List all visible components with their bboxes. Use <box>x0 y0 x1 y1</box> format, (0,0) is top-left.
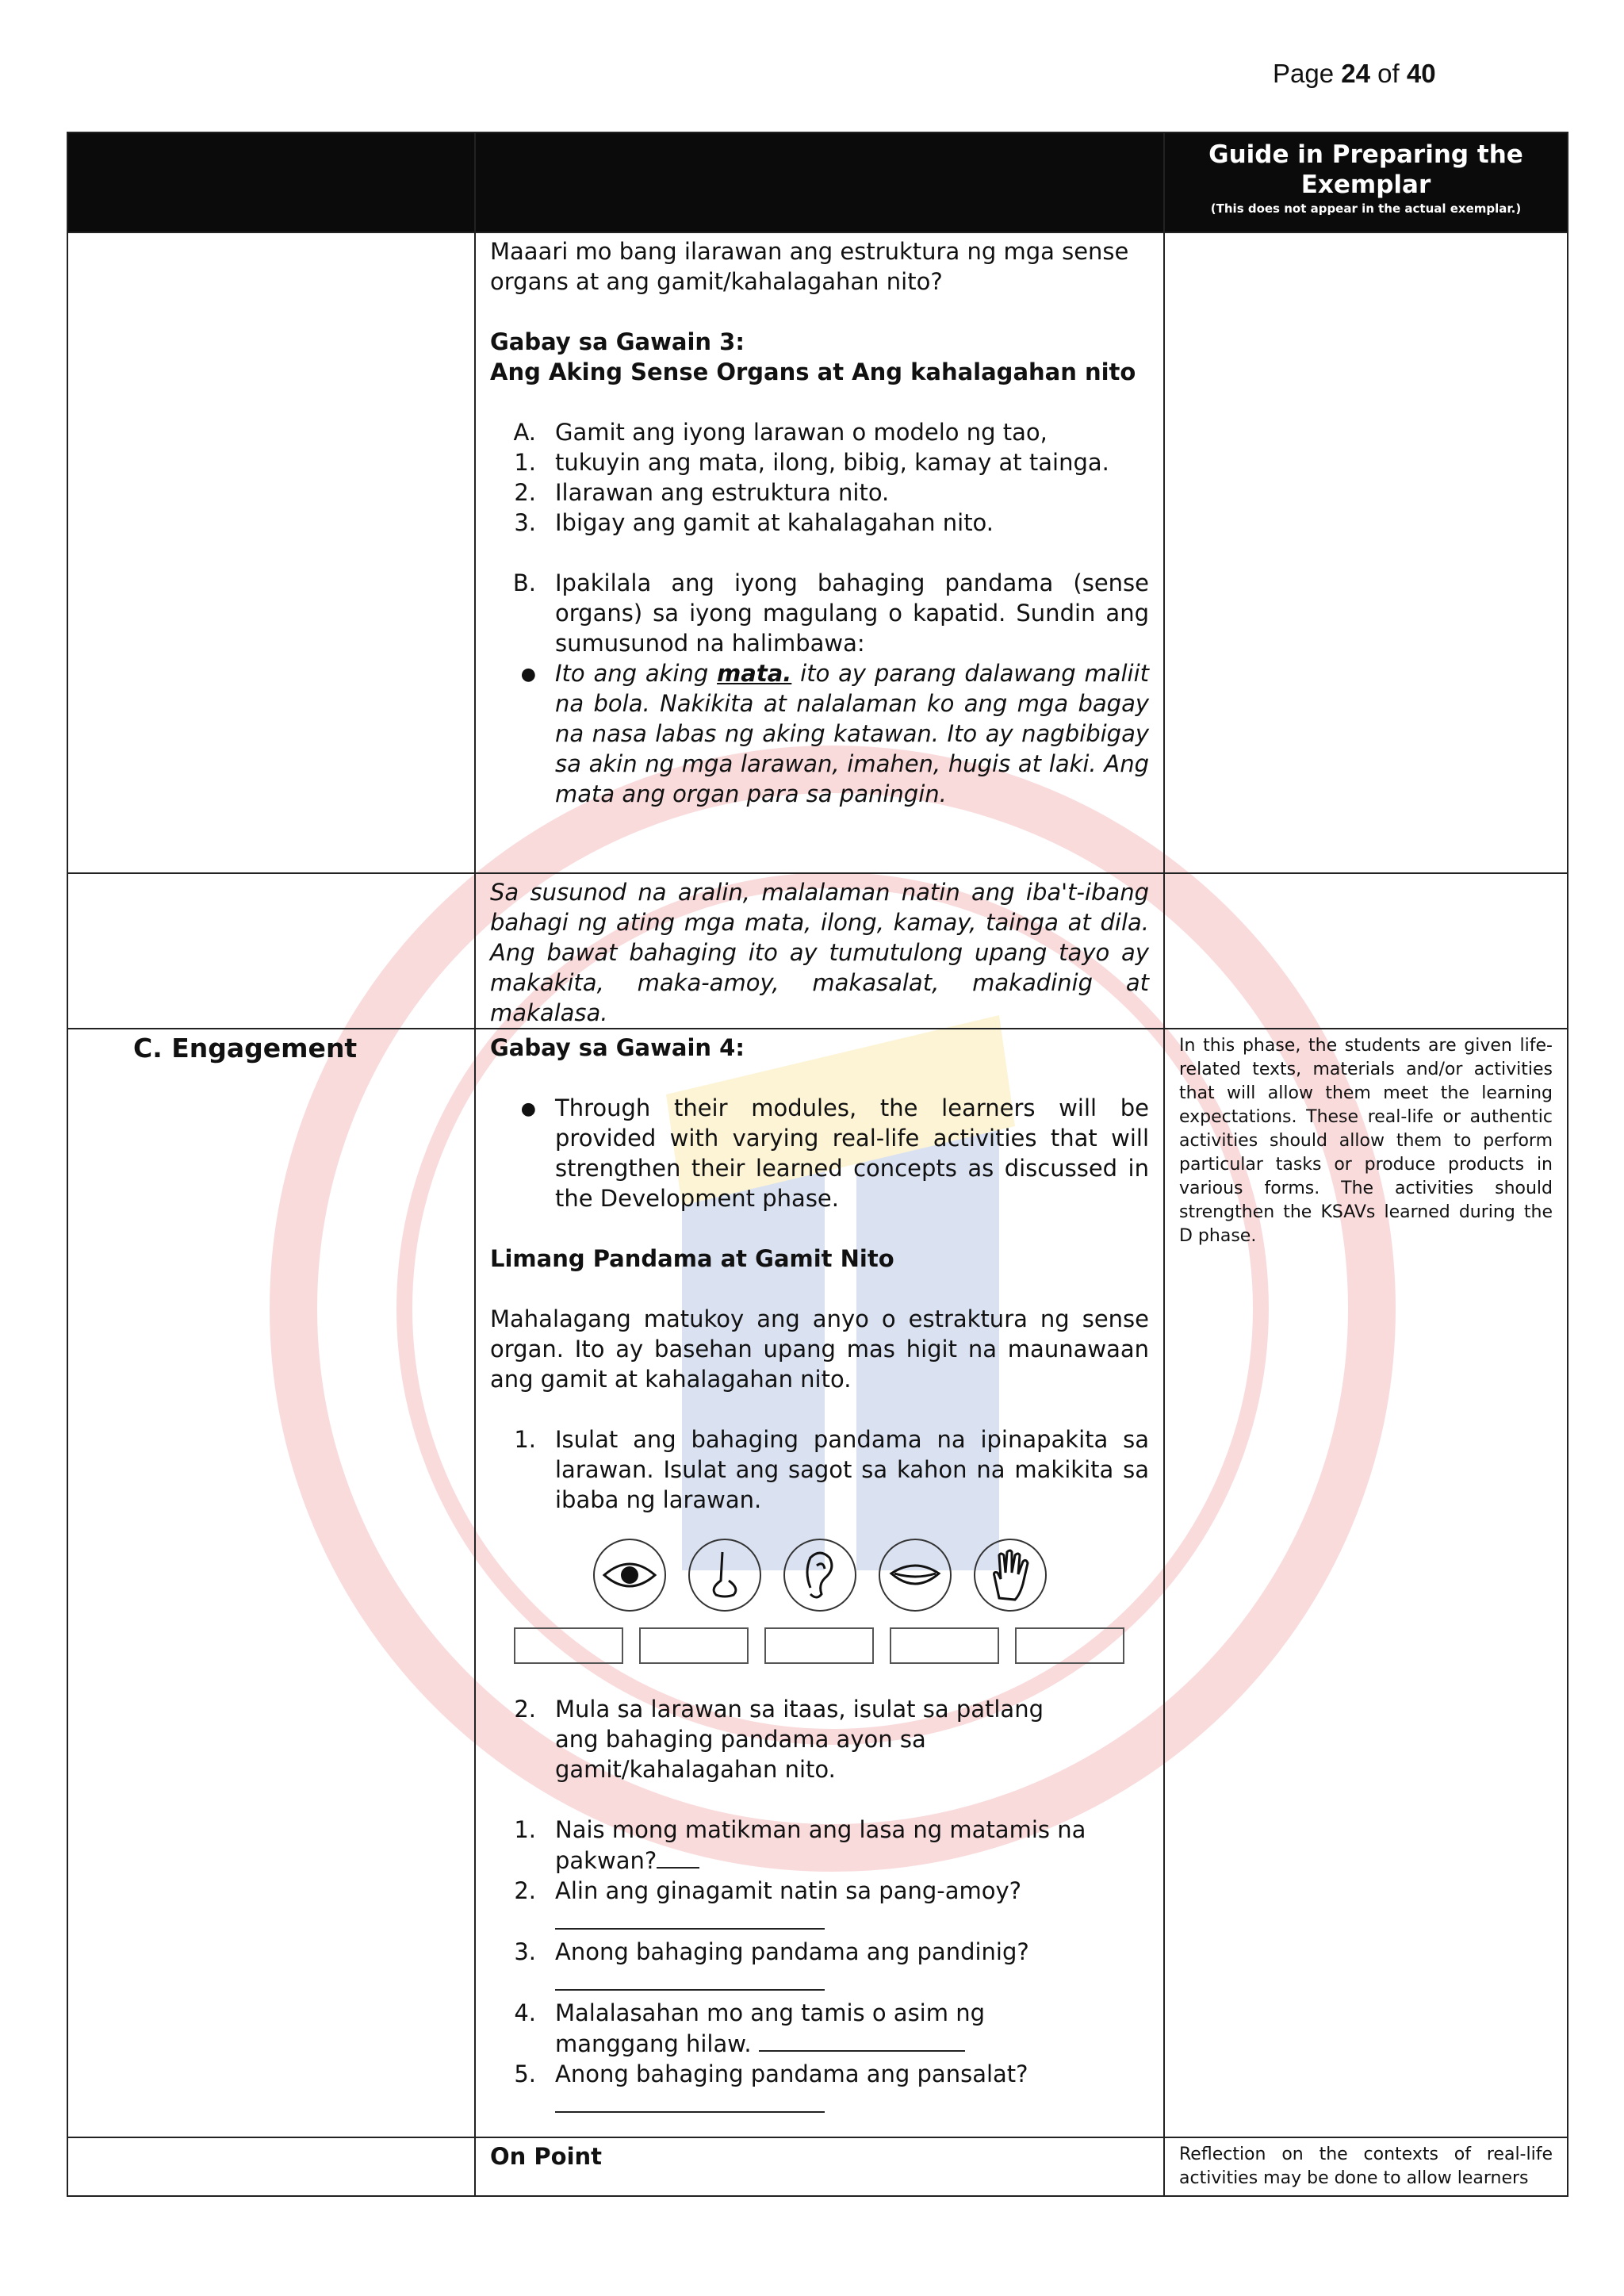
answer-box[interactable] <box>639 1627 749 1664</box>
list-item <box>490 658 1149 809</box>
guide-title: Guide in Preparing the Exemplar <box>1208 140 1523 199</box>
question-item: 2. Alin ang ginagamit natin sa pang-amoy? <box>490 1876 1149 1937</box>
content-cell <box>475 232 1164 873</box>
guide-cell <box>1164 1029 1568 2137</box>
on-point-title: On Point <box>490 2143 603 2170</box>
list-item: 2. Mula sa larawan sa itaas, isulat sa patlang ang bahaging pandama ayon sa gamit/kahalagahan nito. <box>514 1696 1044 1783</box>
list-item: 1. tukuyin ang mata, ilong, bibig, kamay at tainga. <box>514 449 1109 476</box>
intro-question: Maaari mo bang ilarawan ang estruktura ng mga sense organs at ang gamit/kahalagahan nito? <box>490 238 1129 295</box>
guide-cell-empty <box>1164 232 1568 873</box>
answer-blank[interactable] <box>657 1845 699 1869</box>
answer-box[interactable] <box>514 1627 623 1664</box>
activity-subtitle: Limang Pandama at Gamit Nito <box>490 1245 894 1272</box>
list-item: 2. Ilarawan ang estruktura nito. <box>514 479 890 506</box>
list-item: 3. Ibigay ang gamit at kahalagahan nito. <box>514 509 994 536</box>
example-text: Ito ang aking mata. ito ay parang dalawang maliit na bola. Nakikita at nalalaman ko ang mga bagay na nasa labas ng aking katawan. Ito ay nagbibigay sa akin ng mga larawan, imahen, hugis at laki. Ang mata ang organ para sa paningin. <box>555 660 1149 807</box>
content-cell <box>475 2137 1164 2196</box>
nose-icon <box>688 1539 761 1612</box>
question-item: 3. Anong bahaging pandama ang pandinig? <box>490 1937 1149 1998</box>
list-item: A. Gamit ang iyong larawan o modelo ng tao, <box>513 419 1048 446</box>
list-item: B. Ipakilala ang iyong bahaging pandama (sense organs) sa iyong magulang o kapatid. Sundin ang sumusunod na halimbawa: <box>512 569 1149 657</box>
sense-organ-pictures <box>593 1539 1149 1612</box>
next-lesson-text: Sa susunod na aralin, malalaman natin ang iba't-ibang bahagi ng ating mga mata, ilong, kamay, tainga at dila. Ang bawat bahaging ito ay tumutulong upang tayo ay makakita, maka-amoy, makasalat, makadinig at makalasa. <box>490 879 1149 1026</box>
content-cell <box>475 873 1164 1029</box>
answer-blank[interactable] <box>555 1967 825 1991</box>
table-row <box>67 873 1568 1029</box>
header-guide-cell <box>1164 132 1568 232</box>
gabay-3-title: Gabay sa Gawain 3: <box>490 328 745 355</box>
table-row <box>67 2137 1568 2196</box>
phase-cell-empty <box>67 232 475 873</box>
table-row <box>67 1029 1568 2137</box>
answer-box[interactable] <box>890 1627 999 1664</box>
list-item: ● Through their modules, the learners will be provided with varying real-life activities that will strengthen their learned concepts as discussed in the Development phase. <box>490 1093 1149 1213</box>
bullet-icon: ● <box>520 665 536 684</box>
gabay-3-subtitle: Ang Aking Sense Organs at Ang kahalagahan nito <box>490 358 1136 385</box>
page-number: Page 24 of 40 <box>1273 59 1436 88</box>
header-empty-cell-1 <box>67 132 475 232</box>
answer-blank[interactable] <box>555 2089 825 2113</box>
question-item: 1. Nais mong matikman ang lasa ng matamis na pakwan? <box>514 1816 1086 1874</box>
phase-label: C. Engagement <box>133 1033 358 1064</box>
phase-cell-empty <box>67 2137 475 2196</box>
header-empty-cell-2 <box>475 132 1164 232</box>
activity-paragraph: Mahalagang matukoy ang anyo o estraktura ng sense organ. Ito ay basehan upang mas higit na maunawaan ang gamit at kahalagahan nito. <box>490 1305 1149 1393</box>
ear-icon <box>783 1539 856 1612</box>
question-item: 4. Malalasahan mo ang tamis o asim ng manggang hilaw. <box>514 1999 985 2057</box>
eye-icon <box>593 1539 666 1612</box>
guide-cell-empty <box>1164 873 1568 1029</box>
answer-box[interactable] <box>764 1627 874 1664</box>
table-header-row <box>67 132 1568 232</box>
hand-icon <box>974 1539 1047 1612</box>
question-item: 5. Anong bahaging pandama ang pansalat? <box>490 2059 1149 2120</box>
on-point-guide-text: Reflection on the contexts of real-life activities may be done to allow learners <box>1179 2145 1553 2188</box>
answer-box[interactable] <box>1015 1627 1124 1664</box>
content-cell <box>475 1029 1164 2137</box>
mouth-icon <box>879 1539 952 1612</box>
gabay-4-title: Gabay sa Gawain 4: <box>490 1034 745 1061</box>
engagement-guide-text: In this phase, the students are given life-related texts, materials and/or activities that will allow them meet the learning expectations. These real-life or authentic activities should allow them to perform particular tasks or produce products in various forms. The activities should strengthen the KSAVs learned during the D phase. <box>1179 1036 1553 1246</box>
answer-boxes <box>514 1627 1149 1664</box>
phase-cell <box>67 1029 475 2137</box>
phase-cell-empty <box>67 873 475 1029</box>
table-row <box>67 232 1568 873</box>
list-item: 1. Isulat ang bahaging pandama na ipinapakita sa larawan. Isulat ang sagot sa kahon na makikita sa ibaba ng larawan. <box>514 1426 1149 1513</box>
guide-note: (This does not appear in the actual exemplar.) <box>1210 201 1522 216</box>
bullet-icon: ● <box>520 1099 536 1119</box>
exemplar-table <box>67 132 1567 2197</box>
answer-blank[interactable] <box>555 1906 825 1930</box>
answer-blank[interactable] <box>759 2028 965 2052</box>
guide-cell <box>1164 2137 1568 2196</box>
